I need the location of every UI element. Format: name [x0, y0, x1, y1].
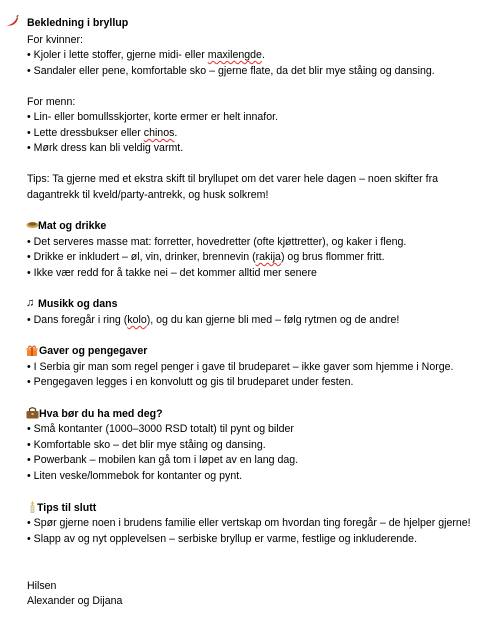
list-item: • Drikke er inkludert – øl, vin, drinker, brennevin (rakija) og brus flommer fritt. — [27, 251, 385, 263]
tips-line-1: Tips: Ta gjerne med et ekstra skift til bryllupet om det varer hele dagen – noen skifter fra — [27, 173, 439, 185]
list-item: • Ikke vær redd for å takke nei – det kommer alltid mer senere — [27, 267, 317, 279]
signoff-names: Alexander og Dijana — [27, 595, 123, 607]
list-item: • Lin- eller bomullsskjorter, korte ermer er helt innafor. — [27, 111, 278, 123]
music-heading: Musikk og dans — [38, 298, 118, 310]
gift-icon — [26, 345, 38, 360]
list-item: • Powerbank – mobilen kan gå tom i løpet av en lang dag. — [27, 454, 299, 466]
signoff-greeting: Hilsen — [27, 580, 57, 592]
list-item: • I Serbia gir man som regel penger i gave til brudeparet – ikke gaver som hjemme i Norge. — [27, 361, 454, 373]
list-item: • Slapp av og nyt opplevelsen – serbiske bryllup er varme, festlige og inkluderende. — [27, 533, 418, 545]
music-notes-icon: ♫ — [26, 297, 35, 309]
list-item: • Pengegaven legges i en konvolutt og gis til brudeparet under festen. — [27, 376, 354, 388]
list-item: • Mørk dress kan bli veldig varmt. — [27, 142, 184, 154]
list-item: • Lette dressbukser eller chinos. — [27, 127, 178, 139]
final-heading: Tips til slutt — [37, 502, 97, 514]
candle-icon — [29, 501, 36, 516]
list-item: • Små kontanter (1000–3000 RSD totalt) til pynt og bilder — [27, 423, 294, 435]
tips-line-2: dagantrekk til kveld/party-antrekk, og husk solkrem! — [27, 189, 269, 201]
chili-icon — [5, 15, 19, 30]
bring-heading: Hva bør du ha med deg? — [39, 408, 163, 420]
list-item: • Dans foregår i ring (kolo), og du kan gjerne bli med – følg rytmen og de andre! — [27, 314, 400, 326]
list-item: • Liten veske/lommebok for kontanter og pynt. — [27, 470, 243, 482]
document-title: Bekledning i bryllup — [27, 17, 129, 29]
men-heading: For menn: — [27, 96, 76, 108]
list-item: • Spør gjerne noen i brudens familie eller vertskap om hvordan ting foregår – de hjelper gjerne! — [27, 517, 471, 529]
bag-icon — [26, 407, 39, 422]
list-item: • Kjoler i lette stoffer, gjerne midi- eller maxilengde. — [27, 49, 265, 61]
food-heading: Mat og drikke — [38, 220, 107, 232]
gifts-heading: Gaver og pengegaver — [39, 345, 148, 357]
list-item: • Sandaler eller pene, komfortable sko – gjerne flate, da det blir mye ståing og dansing. — [27, 65, 435, 77]
list-item: • Komfortable sko – det blir mye ståing og dansing. — [27, 439, 266, 451]
women-heading: For kvinner: — [27, 34, 83, 46]
list-item: • Det serveres masse mat: forretter, hovedretter (ofte kjøttretter), og kaker i fleng. — [27, 236, 407, 248]
